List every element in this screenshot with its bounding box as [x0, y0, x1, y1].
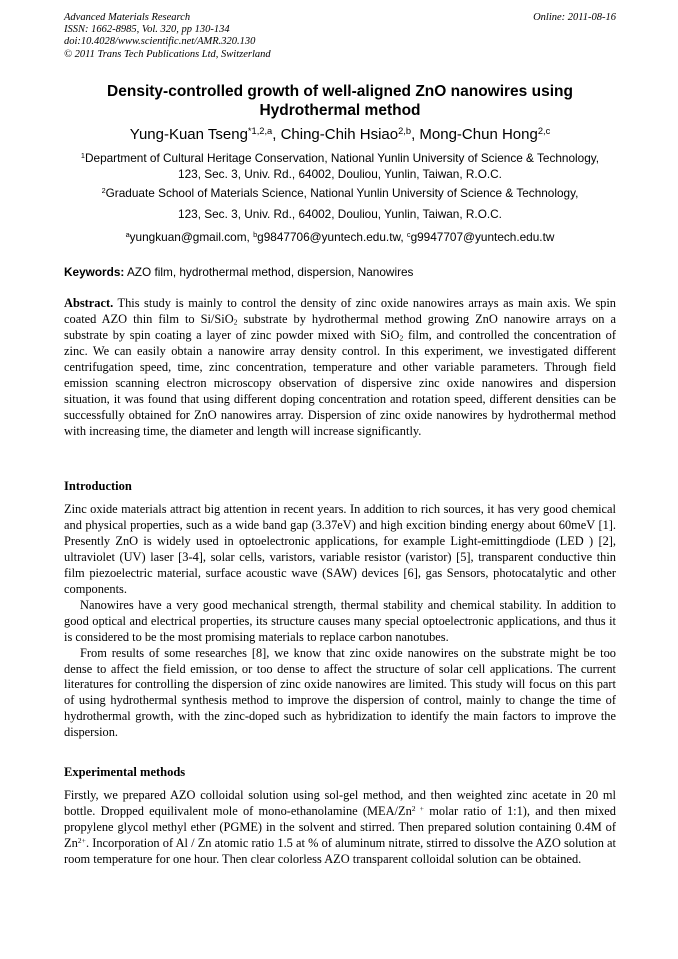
- author-affiliation-marker: *1,2,a: [247, 125, 273, 136]
- keywords: [64, 265, 616, 279]
- abstract-label: Abstract.: [64, 296, 114, 310]
- section-heading-experimental: Experimental methods: [64, 765, 186, 779]
- introduction-body: [64, 502, 616, 741]
- doi-line: doi:10.4028/www.scientific.net/AMR.320.130: [64, 36, 256, 48]
- paragraph: Zinc oxide materials attract big attention in recent years. In addition to rich sources, it has very good chemical and physical properties, such as a wide band gap (3.37eV) and high excition binding energy about 60meV [1]. Presently ZnO is widely used in optoelectronic applications, for example Light-emittingdiode (LED ) [2], ultraviolet (UV) laser [3-4], solar cells, varistors, variable resistor (varistor) [5], transparent conductive thin film piezoelectric material, surface acoustic wave (SAW) devices [6], gas Sensors, photocatalytic and other components.: [64, 502, 616, 596]
- title-line-2: Hydrothermal method: [259, 102, 421, 119]
- journal-name: Advanced Materials Research: [64, 12, 191, 23]
- section-heading-introduction: Introduction: [64, 479, 132, 493]
- journal-header: [64, 12, 616, 61]
- author-separator: ,: [411, 126, 420, 143]
- issn-line: ISSN: 1662-8985, Vol. 320, pp 130-134: [64, 24, 230, 36]
- paragraph: From results of some researches [8], we know that zinc oxide nanowires on the substrate might be too dense to affect the field emission, or too dense to affect the structure of solar cell applications. The current literatures for controlling the dispersion of zinc oxide nanowires are limited. This study will focus on this part of using hydrothermal synthesis method to improve the dispersion of control, mainly to change the time of hydrothermal growth, with the zinc-doped such as hybridization to identify the main factors to improve the dispersion.: [64, 645, 616, 740]
- abstract-paragraph: Abstract. This study is mainly to control the density of zinc oxide nanowires arrays as main axis. We spin coated AZO thin film to Si/SiO$_2$ substrate by hydrothermal method growing ZnO nanowire arrays on a substrate by spin coating a layer of zinc powder mixed with SiO$_2$ film, and controlled the concentration of zinc. We can easily obtain a nanowire array density control. In this experiment, we investigated different centrifugation speed, time, zinc concentration, temperature and other variable parameters. Through field emission scanning electron microscopy observation of dispersive zinc oxide nanowires and dispersion situation, it was found that using different doping concentration and rotation speed, different densities can be successfully obtained for ZnO nanowires array. Dispersion of zinc oxide nanowires by hydrothermal method with increasing time, the diameter and length will increase significantly.: [64, 296, 616, 438]
- author-name: Yung-Kuan Tseng: [129, 126, 248, 143]
- paragraph: Nanowires have a very good mechanical strength, thermal stability and chemical stability. In addition to good optical and electrical properties, its structure causes many special optoelectronic applications, and thus it is considered to be the most promising materials to replace carbon nanotubes.: [64, 597, 616, 644]
- author-affiliation-marker: 2,c: [537, 125, 551, 136]
- keywords-text: AZO film, hydrothermal method, dispersion, Nanowires: [124, 265, 414, 279]
- copyright-line: © 2011 Trans Tech Publications Ltd, Switzerland: [64, 48, 271, 60]
- online-date: Online: 2011-08-16: [533, 12, 616, 23]
- paragraph: Firstly, we prepared AZO colloidal solution using sol-gel method, and then weighted zinc acetate in 20 ml bottle. Dropped equilivalent mole of mono-ethanolamine ($MEA/Zn^{2 +}$ molar ratio of 1:1), and then mixed propylene glycol methyl ether (PGME) in the solvent and stirred. Then prepared solution containing 0.4M of $Zn^{2+}$. Incorporation of Al / Zn atomic ratio 1.5 at % of aluminum nitrate, stirred to dissolve the AZO solution at room temperature for one hour. Then clear colorless AZO transparent colloidal solution can be obtained.: [64, 788, 616, 866]
- author-name: Mong-Chun Hong: [419, 126, 538, 143]
- email-line: $^a$yungkuan@gmail.com, $^b$g9847706@yuntech.edu.tw, $^c$g9947707@yuntech.edu.tw: [125, 229, 555, 244]
- affiliation-marker: 1: [80, 150, 85, 160]
- affiliation-line: $^1$Department of Cultural Heritage Conservation, National Yunlin University of Science & Technology,: [80, 150, 600, 165]
- affiliation-2: [64, 185, 616, 222]
- abstract: [64, 296, 616, 440]
- affiliation-line: 123, Sec. 3, Univ. Rd., 64002, Douliou, Yunlin, Taiwan, R.O.C.: [178, 167, 502, 181]
- author-affiliation-marker: 2,b: [398, 125, 412, 136]
- affiliation-line: $^2$Graduate School of Materials Science, National Yunlin University of Science & Technology,: [101, 185, 579, 200]
- email-address: yungkuan@gmail.com,: [129, 230, 254, 244]
- paper-title: [64, 82, 616, 120]
- affiliation-marker: 2: [101, 185, 106, 195]
- affiliation-line: 123, Sec. 3, Univ. Rd., 64002, Douliou, Yunlin, Taiwan, R.O.C.: [178, 207, 502, 221]
- email-address: g9847706@yuntech.edu.tw,: [257, 230, 407, 244]
- author-separator: ,: [272, 126, 281, 143]
- title-line-1: Density-controlled growth of well-aligned ZnO nanowires using: [107, 83, 573, 100]
- keywords-label: Keywords:: [64, 265, 125, 279]
- author-name: Ching-Chih Hsiao: [280, 126, 399, 143]
- experimental-body: [64, 788, 616, 868]
- email-address: g9947707@yuntech.edu.tw: [410, 230, 555, 244]
- affiliation-1: [64, 150, 616, 182]
- author-list: [64, 126, 616, 144]
